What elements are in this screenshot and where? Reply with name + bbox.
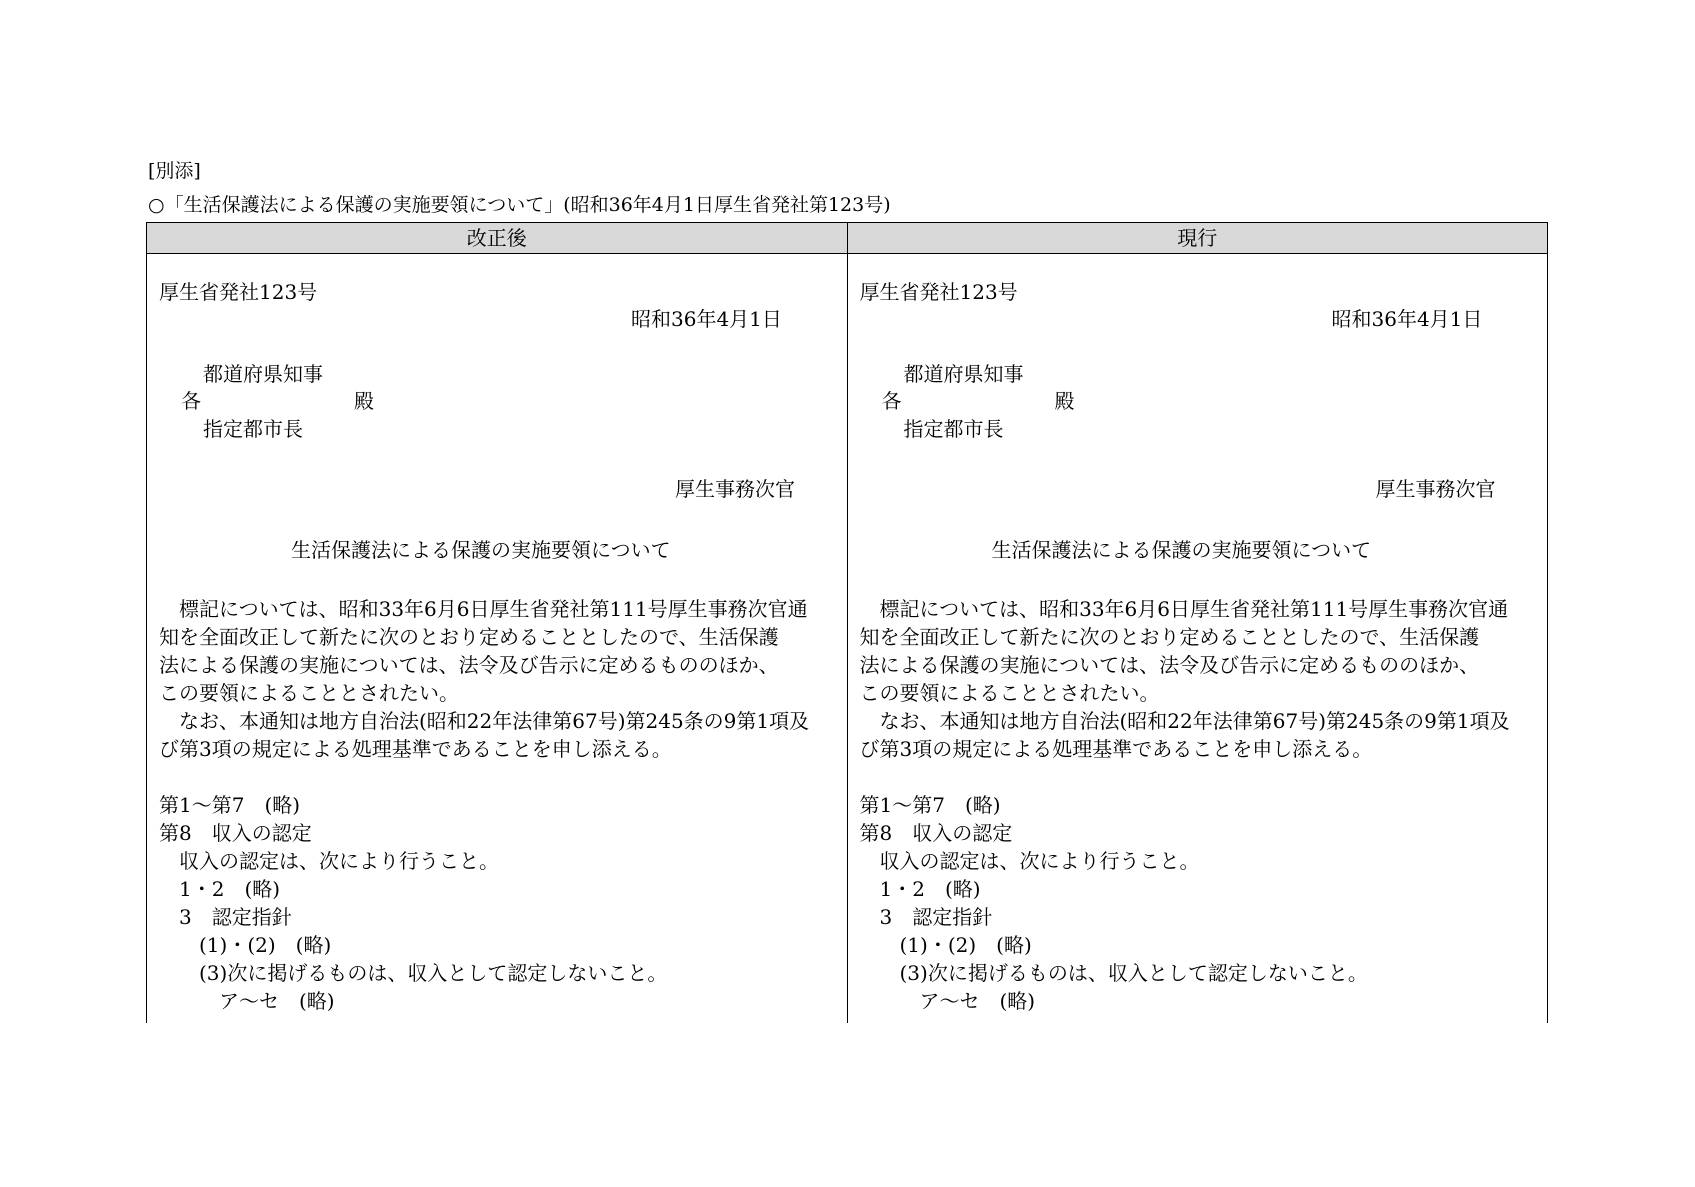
section-line: 3 認定指針 — [159, 905, 292, 929]
column-header-after: 改正後 — [147, 223, 848, 254]
section-line: (1)・(2) (略) — [159, 933, 332, 957]
body-line: 法による保護の実施については、法令及び告示に定めるもののほか、 — [159, 653, 779, 677]
section-line: (3)次に掲げるものは、収入として認定しないこと。 — [159, 961, 668, 985]
subject: 生活保護法による保護の実施要領について — [291, 538, 671, 562]
addressee-governor: 都道府県知事 — [903, 362, 1024, 386]
body-line: この要領によることとされたい。 — [859, 681, 1160, 705]
section-line: 1・2 (略) — [859, 877, 981, 901]
section-line: ア～セ (略) — [159, 989, 335, 1013]
doc-date: 昭和36年4月1日 — [1331, 307, 1483, 331]
section-line: ア～セ (略) — [859, 989, 1036, 1013]
sender: 厚生事務次官 — [675, 477, 795, 501]
addressee-each: 各 — [181, 389, 201, 413]
body-line: び第3項の規定による処理基準であることを申し添える。 — [159, 737, 672, 761]
addressee-mayor: 指定都市長 — [203, 417, 303, 441]
section-line: 3 認定指針 — [859, 905, 993, 929]
document-title: ○「生活保護法による保護の実施要領について」(昭和36年4月1日厚生省発社第123号) — [148, 194, 891, 216]
body-line: 知を全面改正して新たに次のとおり定めることとしたので、生活保護 — [159, 625, 779, 649]
section-line: 第8 収入の認定 — [159, 821, 312, 845]
doc-date: 昭和36年4月1日 — [631, 307, 782, 331]
after-column — [147, 254, 847, 1023]
attachment-label: [別添] — [148, 160, 201, 182]
section-line: 収入の認定は、次により行うこと。 — [159, 849, 499, 873]
doc-number: 厚生省発社123号 — [859, 280, 1018, 304]
body-line: 知を全面改正して新たに次のとおり定めることとしたので、生活保護 — [859, 625, 1480, 649]
sender: 厚生事務次官 — [1375, 477, 1496, 501]
body-line: 法による保護の実施については、法令及び告示に定めるもののほか、 — [859, 653, 1480, 677]
body-line: 標記については、昭和33年6月6日厚生省発社第111号厚生事務次官通 — [859, 597, 1509, 621]
addressee-governor: 都道府県知事 — [203, 362, 323, 386]
section-line: 収入の認定は、次により行うこと。 — [859, 849, 1200, 873]
addressee-honorific: 殿 — [1054, 389, 1075, 413]
after-column-cell — [147, 254, 848, 1024]
current-column — [848, 254, 1548, 1023]
table-header-row — [147, 223, 1548, 254]
current-column-cell — [847, 254, 1548, 1024]
body-line: なお、本通知は地方自治法(昭和22年法律第67号)第245条の9第1項及 — [159, 709, 810, 733]
subject: 生活保護法による保護の実施要領について — [991, 538, 1372, 562]
body-line: び第3項の規定による処理基準であることを申し添える。 — [859, 737, 1373, 761]
table-body-row — [147, 254, 1548, 1024]
section-line: (3)次に掲げるものは、収入として認定しないこと。 — [859, 961, 1368, 985]
addressee-honorific: 殿 — [354, 389, 374, 413]
section-line: 第1～第7 (略) — [159, 793, 301, 817]
body-line: この要領によることとされたい。 — [159, 681, 459, 705]
section-line: 1・2 (略) — [159, 877, 281, 901]
comparison-table — [146, 222, 1548, 1023]
addressee-mayor: 指定都市長 — [903, 417, 1004, 441]
body-line: なお、本通知は地方自治法(昭和22年法律第67号)第245条の9第1項及 — [859, 709, 1510, 733]
doc-number: 厚生省発社123号 — [159, 280, 318, 304]
body-line: 標記については、昭和33年6月6日厚生省発社第111号厚生事務次官通 — [159, 597, 808, 621]
section-line: 第8 収入の認定 — [859, 821, 1013, 845]
section-line: 第1～第7 (略) — [859, 793, 1001, 817]
section-line: (1)・(2) (略) — [859, 933, 1032, 957]
addressee-each: 各 — [881, 389, 902, 413]
column-header-current: 現行 — [847, 223, 1548, 254]
